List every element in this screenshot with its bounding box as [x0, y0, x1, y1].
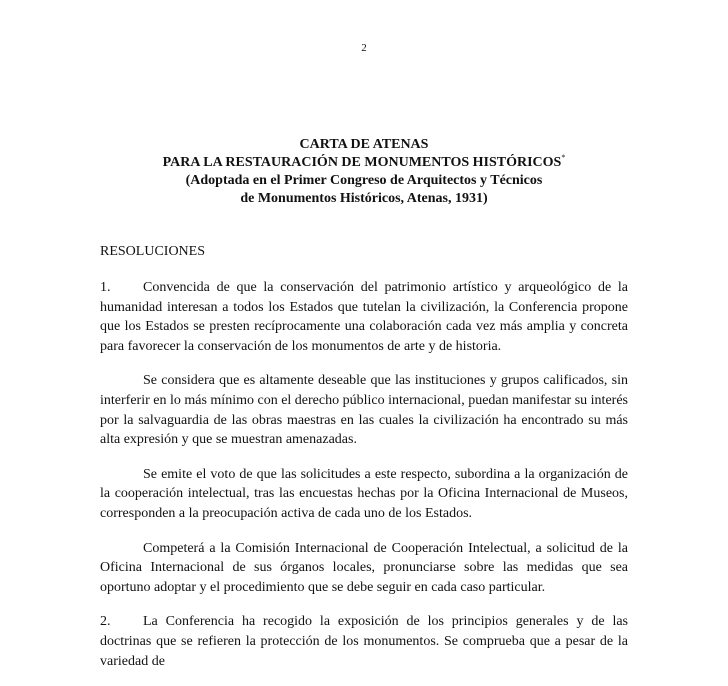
paragraph-1 [100, 278, 628, 356]
paragraph-4: Competerá a la Comisión Internacional de Cooperación Intelectual, a solicitud de la Oficina Internacional de sus órganos locales, pronunciarse sobre las medidas que sea oportuno adoptar y el procedimiento que se debe seguir en cada caso particular. [100, 540, 628, 595]
document-title [80, 136, 648, 208]
page-number: 2 [361, 42, 367, 54]
paragraph-1-number: 1. [100, 280, 111, 295]
paragraph-5-number: 2. [100, 614, 111, 630]
paragraph-5 [100, 612, 628, 671]
footnote-marker: * [561, 153, 566, 162]
paragraph-3: Se emite el voto de que las solicitudes a este respecto, subordina a la organización de la cooperación intelectual, tras las encuestas hechas por la Oficina Internacional de Museos, corresponden a la preocupación activa de cada uno de los Estados. [100, 466, 628, 521]
paragraph-1-text: Convencida de que la conservación del patrimonio artístico y arqueológico de la humanidad interesan a todos los Estados que tutelan la civilización, la Conferencia propone que los Estados se presten recíprocamente una colaboración cada vez más amplia y concreta para favorecer la conservación de los monumentos de arte y de historia. [100, 280, 628, 354]
section-heading: RESOLUCIONES [100, 244, 206, 259]
paragraph-2: Se considera que es altamente deseable que las instituciones y grupos calificados, sin interferir en lo más mínimo con el derecho público internacional, puedan manifestar su interés por la salvaguardia de las obras maestras en las cuales la civilización ha encontrado su más alta expresión y que se muestran amenazadas. [100, 373, 628, 448]
title-line-2-text: PARA LA RESTAURACIÓN DE MONUMENTOS HISTÓRICOS [162, 155, 562, 170]
title-line-3: (Adoptada en el Primer Congreso de Arquitectos y Técnicos [185, 173, 543, 188]
title-line-2 [80, 154, 648, 172]
body-text [100, 278, 628, 686]
title-line-1: CARTA DE ATENAS [299, 137, 429, 152]
paragraph-5-text: La Conferencia ha recogido la exposición de los principios generales y de las doctrinas que se refieren la protección de los monumentos. Se comprueba que a pesar de la variedad de [100, 614, 628, 669]
title-line-4: de Monumentos Históricos, Atenas, 1931) [240, 191, 488, 206]
